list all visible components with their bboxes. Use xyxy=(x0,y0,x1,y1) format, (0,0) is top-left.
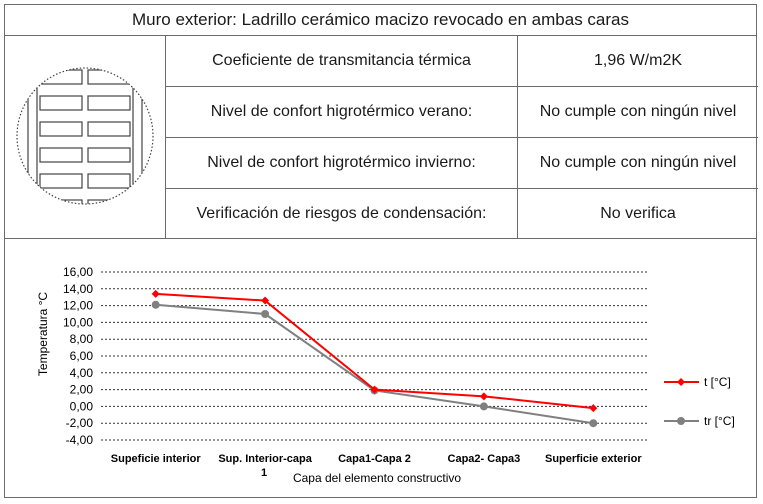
x-tick-label: Sup. Interior-capa xyxy=(218,453,312,465)
y-tick-label: 14,00 xyxy=(62,281,93,296)
legend-marker xyxy=(677,417,685,425)
property-value: No cumple con ningún nivel xyxy=(539,103,737,120)
data-point xyxy=(589,419,597,427)
y-tick-label: 2,00 xyxy=(69,382,93,397)
wall-report-card xyxy=(4,4,757,498)
property-row-summer-comfort xyxy=(166,87,758,138)
x-tick-label: Capa1-Capa 2 xyxy=(338,453,411,465)
wall-section-illustration xyxy=(5,36,166,239)
property-row-transmittance xyxy=(166,36,758,87)
y-tick-label: 10,00 xyxy=(62,315,93,330)
y-tick-label: 16,00 xyxy=(62,265,93,279)
x-axis-marker: 1 xyxy=(260,467,268,479)
x-tick-label: Supeficie interior xyxy=(110,453,201,465)
x-axis-label: Capa del elemento constructivo xyxy=(292,471,462,485)
property-label: Nivel de confort higrotérmico invierno: xyxy=(166,138,518,188)
y-tick-label: 6,00 xyxy=(69,349,93,363)
temperature-chart xyxy=(5,239,758,499)
brick-wall-icon xyxy=(5,36,165,239)
property-value: No verifica xyxy=(600,205,676,222)
report-title: Muro exterior: Ladrillo cerámico macizo revocado en ambas caras xyxy=(5,5,756,36)
temperature-chart-svg xyxy=(5,239,758,499)
x-tick-label: Capa2- Capa3 xyxy=(447,453,521,465)
property-label: Coeficiente de transmitancia térmica xyxy=(166,36,518,86)
legend-label: t [°C] xyxy=(704,375,731,389)
data-point xyxy=(152,290,160,298)
property-label: Verificación de riesgos de condensación: xyxy=(166,189,518,239)
legend-marker xyxy=(677,378,685,386)
property-value: 1,96 W/m2K xyxy=(593,52,683,69)
y-tick-label: 12,00 xyxy=(62,298,93,313)
data-point xyxy=(480,392,488,400)
data-point xyxy=(480,402,488,410)
y-tick-label: 8,00 xyxy=(69,332,93,347)
y-tick-label: 0,00 xyxy=(69,399,93,414)
properties-section xyxy=(5,36,756,239)
y-tick-label: -2,00 xyxy=(65,416,93,431)
data-point xyxy=(261,310,269,318)
property-value: No cumple con ningún nivel xyxy=(539,154,737,171)
data-point xyxy=(589,404,597,412)
x-tick-label: Superficie exterior xyxy=(545,453,642,465)
data-point xyxy=(152,301,160,309)
legend-label: tr [°C] xyxy=(704,414,735,428)
property-row-condensation xyxy=(166,189,758,239)
property-row-winter-comfort xyxy=(166,138,758,189)
y-tick-label: -4,00 xyxy=(65,433,93,447)
y-axis-label: Temperatura °C xyxy=(36,291,50,377)
property-label: Nivel de confort higrotérmico verano: xyxy=(166,87,518,137)
y-tick-label: 4,00 xyxy=(69,365,93,380)
